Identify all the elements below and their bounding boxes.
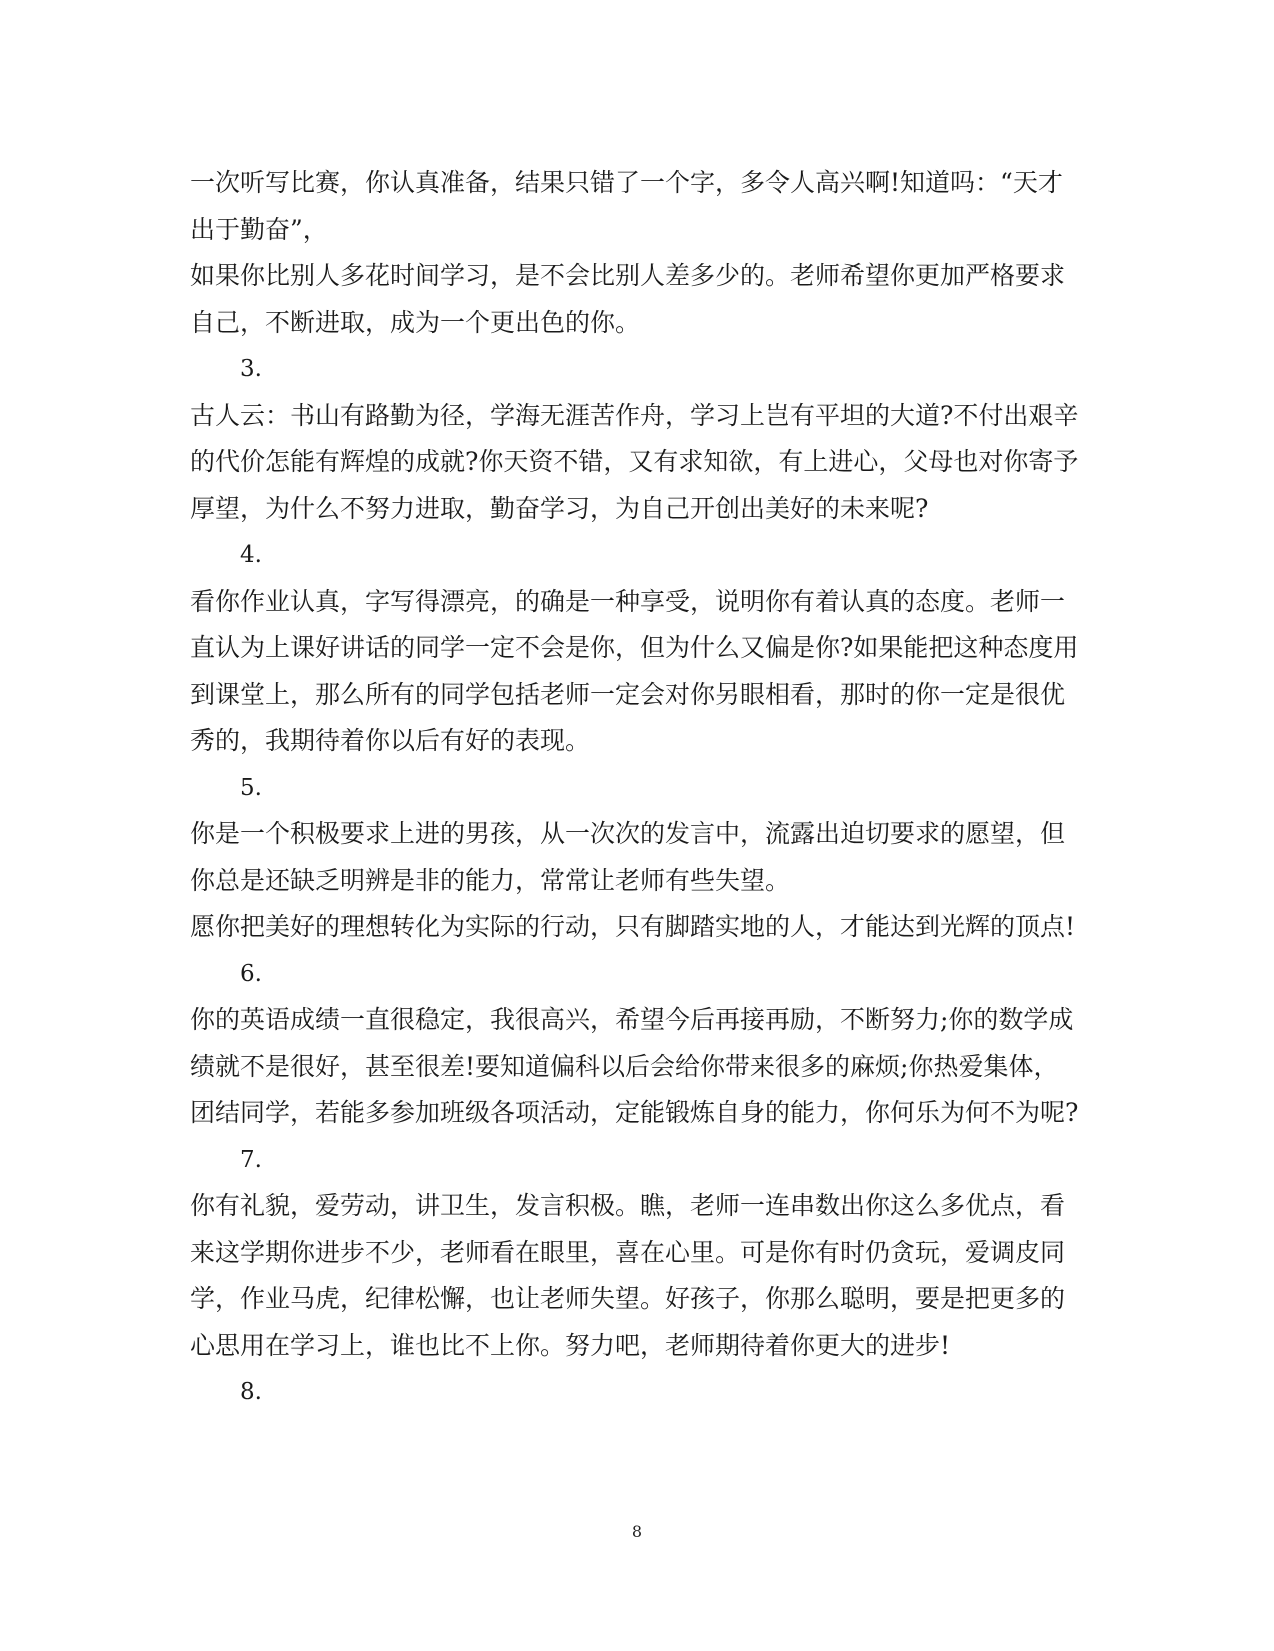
paragraph: 你的英语成绩一直很稳定，我很高兴，希望今后再接再励，不断努力;你的数学成绩就不是很好，甚至很差!要知道偏科以后会给你带来很多的麻烦;你热爱集体，团结同学，若能多参加班级各项活动，定能锻炼自身的能力，你何乐为何不为呢? [190,1005,1079,1127]
paragraph: 你有礼貌，爱劳动，讲卫生，发言积极。瞧，老师一连串数出你这么多优点，看来这学期你进步不少，老师看在眼里，喜在心里。可是你有时仍贪玩，爱调皮同学，作业马虎，纪律松懈，也让老师失望。好孩子，你那么聪明，要是把更多的心思用在学习上，谁也比不上你。努力吧，老师期待着你更大的进步! [190,1191,1066,1360]
page-body [190,160,1080,1416]
paragraph: 看你作业认真，字写得漂亮，的确是一种享受，说明你有着认真的态度。老师一直认为上课好讲话的同学一定不会是你，但为什么又偏是你?如果能把这种态度用到课堂上，那么所有的同学包括老师一定会对你另眼相看，那时的你一定是很优秀的，我期待着你以后有好的表现。 [190,586,1079,755]
paragraph: 如果你比别人多花时间学习，是不会比别人差多少的。老师希望你更加严格要求自己，不断进取，成为一个更出色的你。 [190,261,1066,337]
item-number: 4. [240,542,262,568]
paragraph: 一次听写比赛，你认真准备，结果只错了一个字，多令人高兴啊!知道吗：“天才出于勤奋”， [190,168,1063,244]
paragraph: 古人云：书山有路勤为径，学海无涯苦作舟，学习上岂有平坦的大道?不付出艰辛的代价怎能有辉煌的成就?你天资不错，又有求知欲，有上进心，父母也对你寄予厚望，为什么不努力进取，勤奋学习，为自己开创出美好的未来呢? [190,400,1079,523]
item-number: 5. [240,774,262,801]
paragraph: 你是一个积极要求上进的男孩，从一次次的发言中，流露出迫切要求的愿望，但你总是还缺乏明辨是非的能力，常常让老师有些失望。 [190,819,1066,895]
item-number: 3. [240,356,262,382]
item-number: 7. [240,1146,262,1173]
page-number: 8 [631,1522,643,1541]
item-number: 8. [240,1379,262,1405]
item-number: 6. [240,960,262,987]
paragraph: 愿你把美好的理想转化为实际的行动，只有脚踏实地的人，才能达到光辉的顶点! [190,912,1076,941]
